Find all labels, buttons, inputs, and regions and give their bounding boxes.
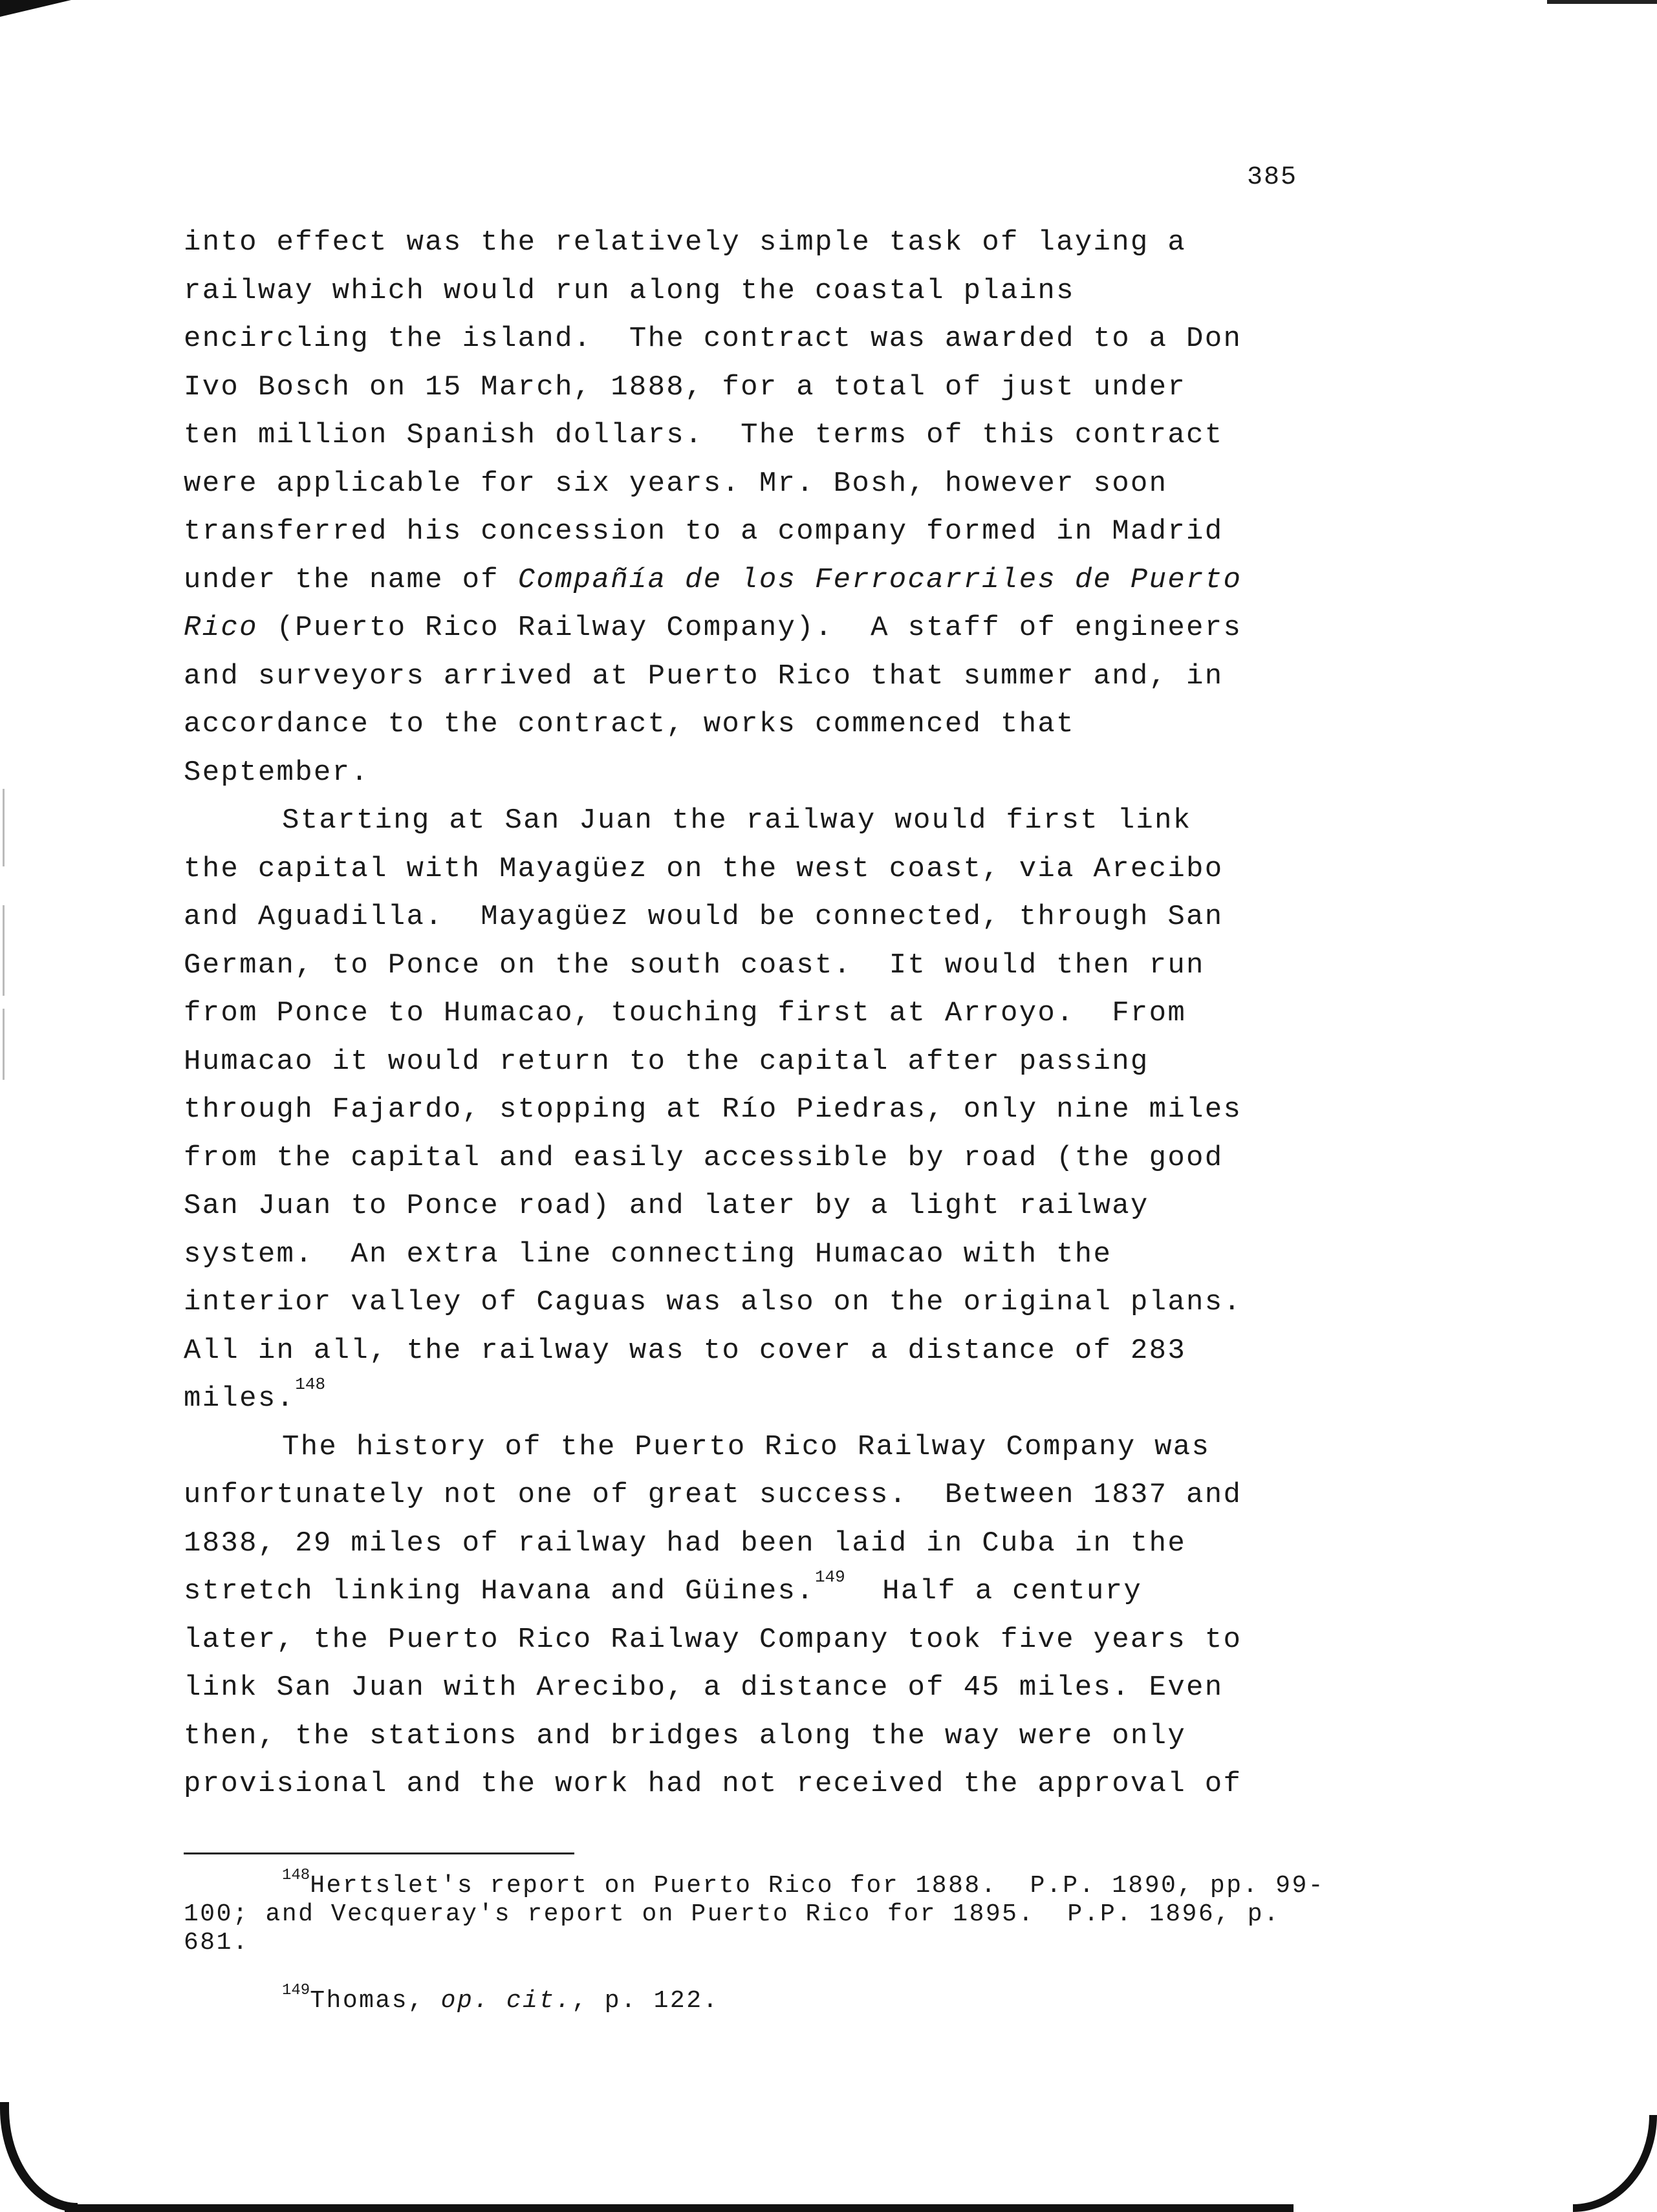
- text-span: under the name of: [184, 563, 518, 596]
- text-line: through Fajardo, stopping at Río Piedras, only nine miles: [184, 1093, 1242, 1126]
- body-text: [184, 219, 1309, 1809]
- text-line: the capital with Mayagüez on the west coast, via Arecibo: [184, 852, 1224, 885]
- text-line: Ivo Bosch on 15 March, 1888, for a total of just under: [184, 370, 1187, 403]
- text-line: transferred his concession to a company formed in Madrid: [184, 515, 1224, 548]
- footnote-148-line: 681.: [184, 1929, 250, 1957]
- scan-margin-mark: [3, 905, 5, 996]
- text-line: The history of the Puerto Rico Railway Company was: [282, 1430, 1211, 1463]
- citation-italic: op. cit.: [440, 1987, 572, 2015]
- scan-corner-artifact: [0, 0, 71, 17]
- text-line: September.: [184, 756, 370, 789]
- page-number: 385: [1247, 163, 1298, 192]
- text-line: Humacao it would return to the capital after passing: [184, 1045, 1149, 1078]
- footnote-spacer: [184, 1957, 1309, 1987]
- scan-edge-artifact: [1547, 0, 1657, 4]
- footnotes: [184, 1867, 1325, 2015]
- text-line: later, the Puerto Rico Railway Company took five years to: [184, 1623, 1242, 1656]
- text-line: and surveyors arrived at Puerto Rico that summer and, in: [184, 660, 1224, 693]
- text-line: German, to Ponce on the south coast. It would then run: [184, 949, 1205, 982]
- text-line: Starting at San Juan the railway would first link: [282, 804, 1192, 837]
- footnote-number-148: 148: [282, 1867, 310, 1884]
- text-line: encircling the island. The contract was awarded to a Don: [184, 323, 1242, 355]
- text-line: link San Juan with Arecibo, a distance of 45 miles. Even: [184, 1671, 1224, 1704]
- text-span: Thomas,: [310, 1987, 441, 2015]
- text-line: were applicable for six years. Mr. Bosh, however soon: [184, 467, 1168, 500]
- footnote-divider: [184, 1852, 574, 1854]
- text-line: and Aguadilla. Mayagüez would be connected, through San: [184, 901, 1224, 933]
- text-line: system. An extra line connecting Humacao with the: [184, 1238, 1112, 1271]
- scan-margin-mark: [3, 789, 5, 866]
- footnote-number-149: 149: [282, 1982, 310, 1999]
- company-name-italic: Rico: [184, 612, 258, 644]
- text-span: miles.: [184, 1382, 296, 1415]
- text-span: Half a century: [845, 1575, 1143, 1607]
- footnote-148-line: 100; and Vecqueray's report on Puerto Rico for 1895. P.P. 1896, p.: [184, 1900, 1281, 1928]
- scan-edge-line: [65, 2204, 1294, 2212]
- text-line: [184, 1375, 1309, 1423]
- text-line: unfortunately not one of great success. Between 1837 and: [184, 1479, 1242, 1511]
- text-line: All in all, the railway was to cover a distance of 283: [184, 1334, 1187, 1367]
- text-span: , p. 122.: [572, 1987, 719, 2015]
- text-line: San Juan to Ponce road) and later by a light railway: [184, 1190, 1149, 1222]
- footnote-148-line: [184, 1867, 1325, 1900]
- footnote-149-line: [184, 1982, 1309, 2015]
- text-line: then, the stations and bridges along the way were only: [184, 1719, 1187, 1752]
- text-line: 1838, 29 miles of railway had been laid in Cuba in the: [184, 1527, 1187, 1560]
- scan-bottom-edge: [0, 2186, 1657, 2212]
- text-line: [184, 1567, 1309, 1616]
- scan-curve-artifact: [0, 2102, 78, 2212]
- company-name-italic: Compañía de los Ferrocarriles de Puerto: [517, 563, 1242, 596]
- text-line: ten million Spanish dollars. The terms of this contract: [184, 419, 1224, 451]
- text-line: interior valley of Caguas was also on the original plans.: [184, 1286, 1242, 1318]
- scan-margin-mark: [3, 1009, 5, 1080]
- footnote-ref-148[interactable]: 148: [295, 1375, 326, 1394]
- text-span: (Puerto Rico Railway Company). A staff of engineers: [257, 612, 1242, 644]
- footnote-ref-149[interactable]: 149: [814, 1567, 845, 1587]
- scan-curve-artifact: [1573, 2115, 1657, 2212]
- text-line: into effect was the relatively simple task of laying a: [184, 226, 1187, 259]
- text-line: accordance to the contract, works commenced that: [184, 708, 1075, 740]
- text-span: Hertslet's report on Puerto Rico for 1888. P.P. 1890, pp. 99-: [310, 1872, 1325, 1900]
- text-line: from Ponce to Humacao, touching first at Arroyo. From: [184, 997, 1187, 1029]
- text-span: stretch linking Havana and Güines.: [184, 1575, 815, 1607]
- text-line: provisional and the work had not received the approval of: [184, 1768, 1242, 1800]
- text-line: [184, 604, 1309, 652]
- text-line: from the capital and easily accessible by road (the good: [184, 1141, 1224, 1174]
- text-line: railway which would run along the coastal plains: [184, 274, 1075, 307]
- text-line: [184, 556, 1309, 605]
